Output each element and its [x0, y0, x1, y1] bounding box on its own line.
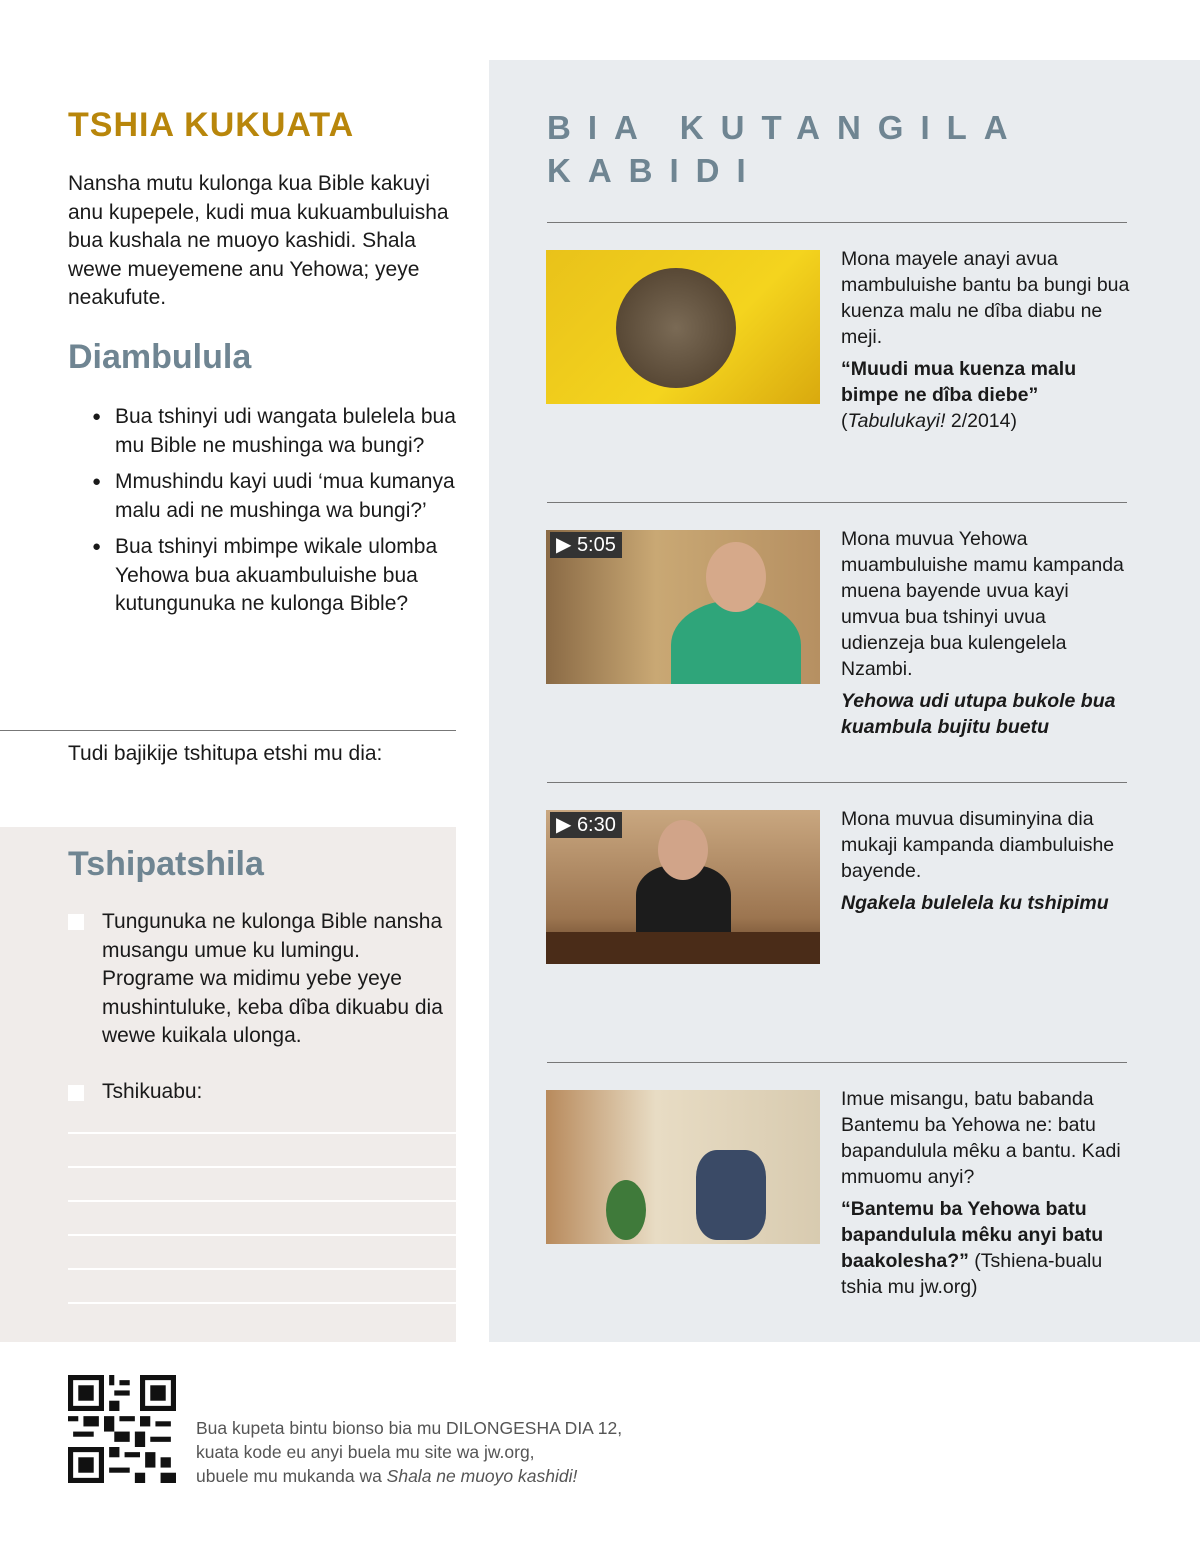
goal-text: Tungunuka ne kulonga Bible nansha musangu umue ku lumingu. Programe wa midimu yebe yeye mushintuluke, keba dîba dikuabu dia wewe kuikala ulonga.	[102, 910, 443, 1047]
video-link[interactable]: Yehowa udi utupa bukole bua kuambula bujitu buetu	[841, 690, 1116, 738]
question-item: ● Bua tshinyi mbimpe wikale ulomba Yehowa bua akuambuluishe bua kutungunuka ne kulonga Bible?	[90, 533, 460, 619]
goal-heading: Tshipatshila	[68, 845, 264, 883]
item-description: Mona muvua disuminyina dia mukaji kampanda diambuluishe bayende. Ngakela bulelela ku tshipimu	[841, 806, 1131, 916]
video-thumbnail[interactable]	[546, 810, 820, 964]
article-image[interactable]	[546, 250, 820, 404]
divider	[547, 222, 1127, 223]
woman-figure	[671, 600, 801, 684]
write-line[interactable]	[68, 1200, 456, 1202]
divider	[547, 502, 1127, 503]
write-line[interactable]	[68, 1166, 456, 1168]
write-line[interactable]	[68, 1132, 456, 1134]
table	[546, 932, 820, 964]
write-line[interactable]	[68, 1302, 456, 1304]
article-image[interactable]	[546, 1090, 820, 1244]
footer-note: Bua kupeta bintu bionso bia mu DILONGESHA DIA 12, kuata kode eu anyi buela mu site wa jw.org, ubuele mu mukanda wa Shala ne muoyo kashidi!	[196, 1418, 623, 1486]
review-questions	[90, 403, 460, 627]
question-item: ● Bua tshinyi udi wangata bulelela bua mu Bible ne mushinga wa bungi?	[90, 403, 460, 460]
item-description: Imue misangu, batu babanda Bantemu ba Yehowa ne: batu bapandulula mêku a bantu. Kadi mmuomu anyi? “Bantemu ba Yehowa batu bapandulula mêku anyi batu baakolesha?” (Tshiena-bualu tshia mu jw.org)	[841, 1088, 1121, 1298]
article-link[interactable]: “Muudi mua kuenza malu bimpe ne dîba diebe”	[841, 358, 1077, 406]
article-link[interactable]: “Bantemu ba Yehowa batu bapandulula mêku anyi batu baakolesha?”	[841, 1198, 1104, 1272]
panel-title: BIA KUTANGILA KABIDI	[547, 109, 1024, 189]
other-goal-label: Tshikuabu:	[102, 1080, 203, 1103]
plant	[606, 1180, 646, 1240]
intro-text: Nansha mutu kulonga kua Bible kakuyi anu kupepele, kudi mua kukuambuluisha bua kushala ne muoyo kashidi. Shala wewe mueyemene anu Yehowa; yeye neakufute.	[68, 172, 449, 309]
video-thumbnail[interactable]	[546, 530, 820, 684]
video-link[interactable]: Ngakela bulelela ku tshipimu	[841, 892, 1109, 914]
item-description: Mona muvua Yehowa muambuluishe mamu kampanda muena bayende uvua kayi umvua bua tshinyi uvua udienzeja bua kulengelela Nzambi. Yehowa udi utupa bukole bua kuambula bujitu buetu	[841, 526, 1131, 740]
divider	[0, 730, 456, 731]
write-line[interactable]	[68, 1234, 456, 1236]
question-item: ● Mmushindu kayi uudi ‘mua kumanya malu adi ne mushinga wa bungi?’	[90, 468, 460, 525]
write-line[interactable]	[68, 1268, 456, 1270]
section-title: TSHIA KUKUATA	[68, 106, 355, 144]
goal-checkbox[interactable]	[68, 914, 84, 930]
other-goal-checkbox[interactable]	[68, 1085, 84, 1101]
qr-code[interactable]	[68, 1375, 176, 1483]
face	[706, 542, 766, 612]
completion-prompt: Tudi bajikije tshitupa etshi mu dia:	[68, 742, 383, 765]
article-source: (Tabulukayi! 2/2014)	[841, 410, 1017, 432]
video-duration-badge: ▶ 6:30	[550, 812, 622, 838]
item-description: Mona mayele anayi avua mambuluishe bantu ba bungi bua kuenza malu ne dîba diabu ne meji. “Muudi mua kuenza malu bimpe ne dîba diebe” (Tabulukayi! 2/2014)	[841, 248, 1130, 432]
head-clock-illustration	[616, 268, 736, 388]
people	[696, 1150, 766, 1240]
video-duration-badge: ▶ 5:05	[550, 532, 622, 558]
face	[658, 820, 708, 880]
review-heading: Diambulula	[68, 338, 252, 376]
divider	[547, 1062, 1127, 1063]
divider	[547, 782, 1127, 783]
